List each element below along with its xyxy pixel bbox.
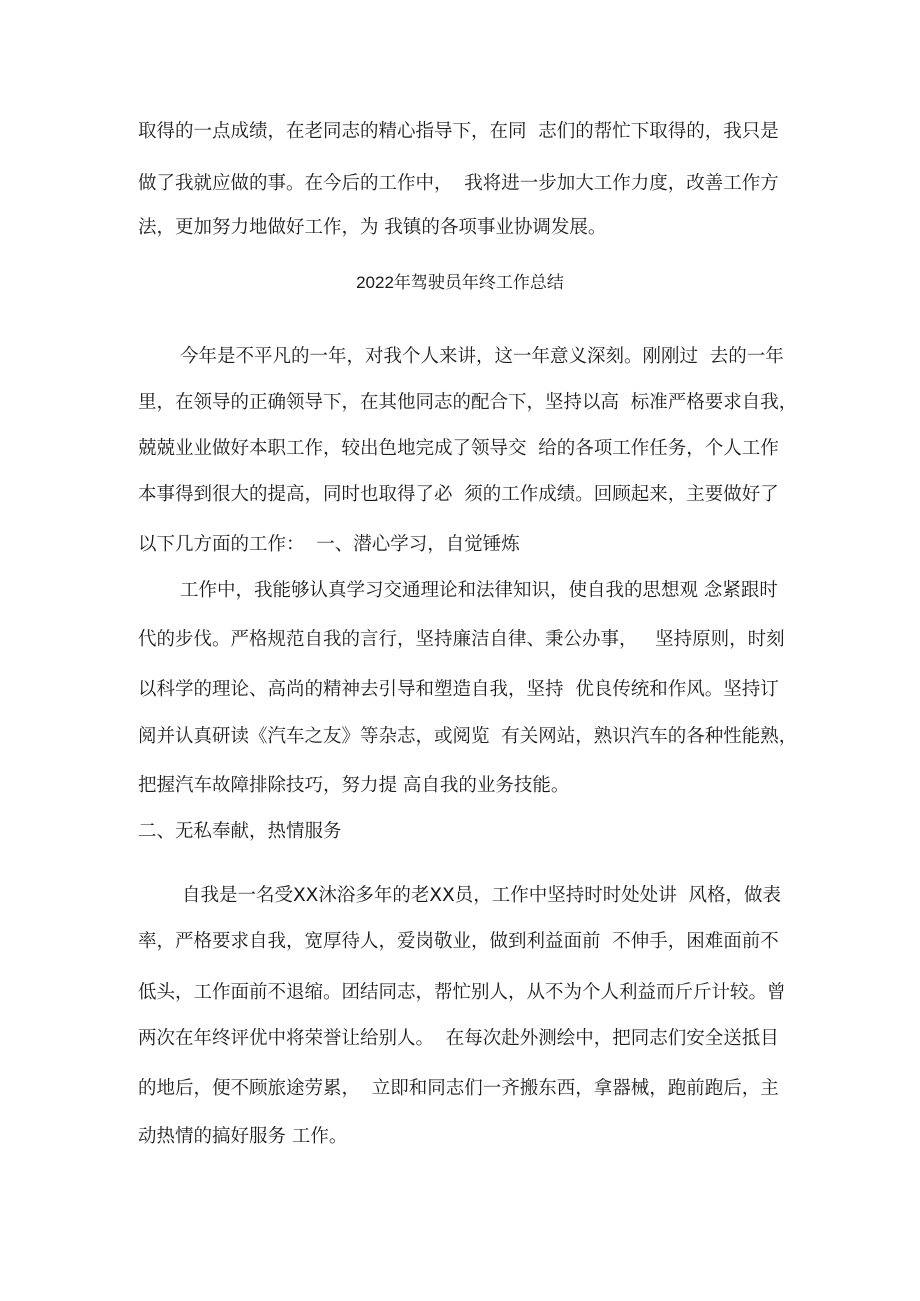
para2-line-3: 以科学的理论、高尚的精神去引导和塑造自我，坚持 优良传统和作风。坚持订 xyxy=(138,679,779,700)
para2-line-4: 阅并认真研读《汽车之友》等杂志，或阅览 有关网站，熟识汽车的各种性能熟， xyxy=(138,726,798,747)
intro-line-3: 法，更加努力地做好工作，为 我镇的各项事业协调发展。 xyxy=(138,217,607,238)
para1-line-4: 本事得到很大的提高，同时也取得了必 须的工作成绩。回顾起来，主要做好了 xyxy=(138,484,779,505)
document-title: 2022年驾驶员年终工作总结 xyxy=(356,273,564,292)
para3-line-1: 自我是一名受XX沐浴多年的老XX员，工作中坚持时时处处讲 风格，做表 xyxy=(182,885,781,906)
para1-line-2: 里，在领导的正确领导下，在其他同志的配合下，坚持以高 标准严格要求自我， xyxy=(138,392,798,413)
para1-line-3: 兢兢业业做好本职工作，较出色地完成了领导交 给的各项工作任务，个人工作 xyxy=(138,438,779,459)
para2-line-2: 代的步伐。严格规范自我的言行，坚持廉洁自律、秉公办事， 坚持原则，时刻 xyxy=(138,629,785,650)
para3-line-4: 两次在年终评优中将荣誉让给别人。 在每次赴外测绘中，把同志们安全送抵目 xyxy=(138,1028,779,1049)
intro-line-1: 取得的一点成绩，在老同志的精心指导下，在同 志们的帮忙下取得的，我只是 xyxy=(138,121,779,142)
para3-line-3: 低头，工作面前不退缩。团结同志，帮忙别人，从不为个人利益而斤斤计较。曾 xyxy=(138,982,786,1003)
section-heading-2: 二、无私奉献，热情服务 xyxy=(138,821,342,842)
para3-line-6: 动热情的搞好服务 工作。 xyxy=(138,1126,348,1147)
para1-line-5: 以下几方面的工作： 一、潜心学习，自觉锤炼 xyxy=(138,534,520,555)
para1-line-1: 今年是不平凡的一年，对我个人来讲，这一年意义深刻。刚刚过 去的一年 xyxy=(180,346,784,367)
para3-line-5: 的地后，便不顾旅途劳累， 立即和同志们一齐搬东西，拿器械，跑前跑后，主 xyxy=(138,1078,779,1099)
intro-line-2: 做了我就应做的事。在今后的工作中， 我将进一步加大工作力度，改善工作方 xyxy=(138,173,779,194)
para3-line-2: 率，严格要求自我，宽厚待人，爱岗敬业，做到利益面前 不伸手，困难面前不 xyxy=(138,931,779,952)
para2-line-1: 工作中，我能够认真学习交通理论和法律知识，使自我的思想观 念紧跟时 xyxy=(180,580,778,601)
para2-line-5: 把握汽车故障排除技巧，努力提 高自我的业务技能。 xyxy=(138,775,570,796)
